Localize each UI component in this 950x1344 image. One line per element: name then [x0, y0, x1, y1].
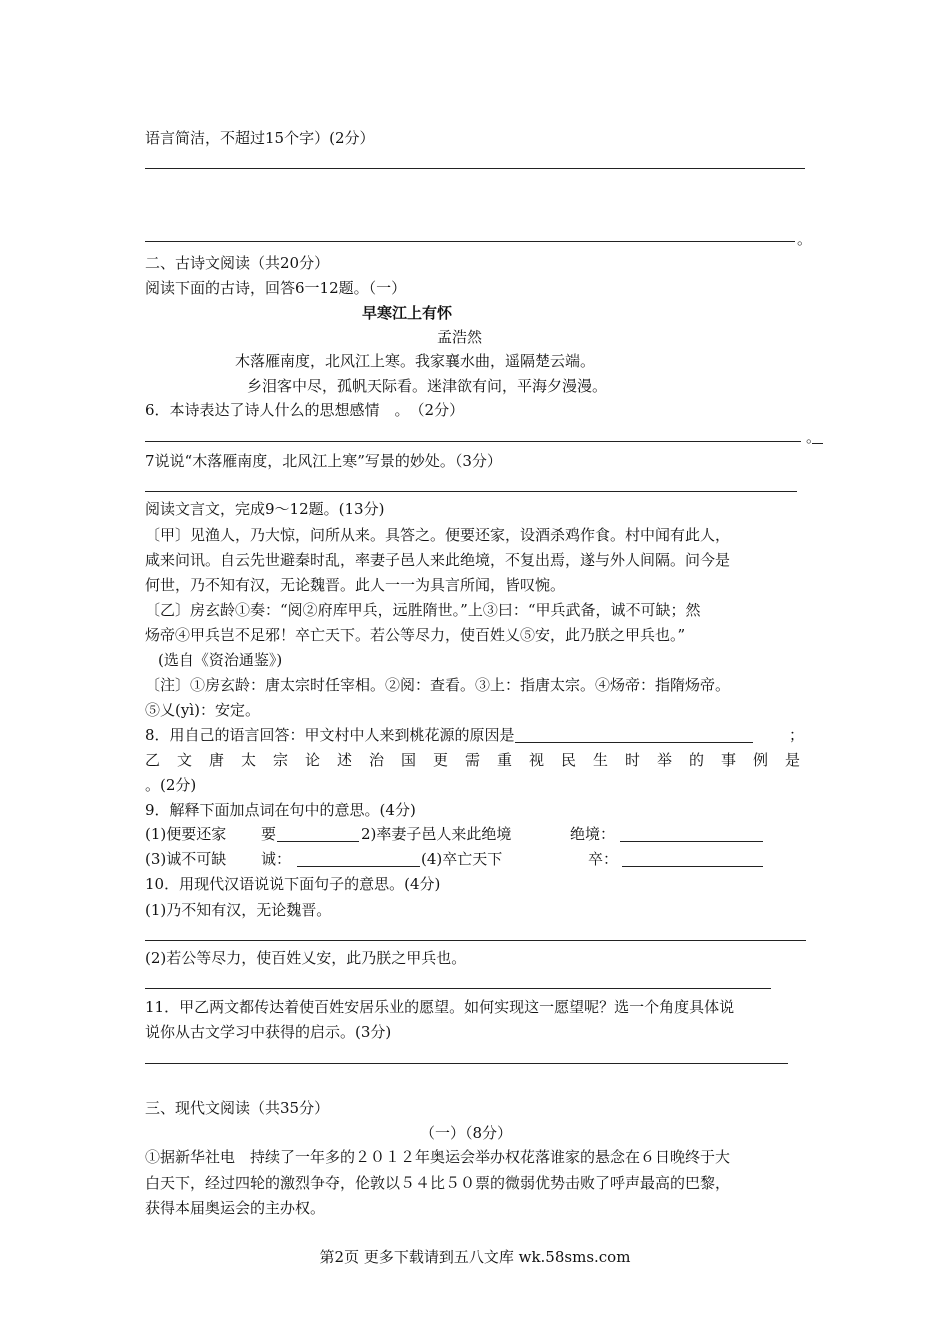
section-heading: 三、现代文阅读（共35分）: [145, 1099, 330, 1117]
poem-title: 早寒江上有怀: [362, 304, 453, 322]
fill-blank[interactable]: [620, 826, 763, 842]
q9-item: (1)便要还家: [145, 825, 227, 843]
q9-item: (4)卒亡天下: [421, 850, 503, 868]
passage-line: 白天下，经过四轮的激烈争夺，伦敦以５４比５０票的微弱优势击败了呼声最高的巴黎，: [145, 1174, 731, 1192]
annotation-line: ⑤乂(yì)：安定。: [145, 701, 260, 719]
poem-line: 乡泪客中尽，孤帆天际看。迷津欲有问，平海夕漫漫。: [247, 377, 608, 395]
answer-line: [812, 443, 823, 444]
answer-instruction: 语言简洁，不超过15个字）(2分）: [145, 129, 375, 147]
instruction-text: 阅读下面的古诗，回答6一12题。（一）: [145, 279, 407, 297]
question-6: 6．本诗表达了诗人什么的思想感情 。 （2分）: [145, 401, 465, 419]
question-8-line: 。(2分): [145, 776, 197, 794]
passage-yi-line: 炀帝④甲兵岂不足邪！卒亡天下。若公等尽力，使百姓乂⑤安，此乃朕之甲兵也。”: [145, 626, 686, 644]
answer-line: [145, 1063, 788, 1064]
answer-line: [145, 491, 797, 492]
passage-line: ①据新华社电 持续了一年多的２０１２年奥运会举办权花落谁家的悬念在６日晚终于大: [145, 1148, 731, 1166]
question-10: 10．用现代汉语说说下面句子的意思。(4分): [145, 875, 441, 893]
question-11: 11．甲乙两文都传达着使百姓安居乐业的愿望。如何实现这一愿望呢？选一个角度具体说: [145, 998, 735, 1016]
section-heading: 二、古诗文阅读（共20分）: [145, 254, 330, 272]
source-citation: (选自《资治通鉴》): [158, 651, 283, 669]
question-7: 7说说“木落雁南度，北风江上寒”写景的妙处。（3分）: [145, 452, 502, 470]
period-mark: 。: [806, 428, 822, 446]
fill-blank[interactable]: [622, 851, 763, 867]
passage-jia-line: 〔甲〕见渔人，乃大惊，问所从来。具答之。便要还家，设酒杀鸡作食。村中闻有此人，: [145, 526, 731, 544]
q10-item: (1)乃不知有汉，无论魏晋。: [145, 901, 332, 919]
answer-line: [145, 988, 771, 989]
fill-blank[interactable]: [515, 727, 753, 743]
passage-jia-line: 咸来问讯。自云先世避秦时乱，率妻子邑人来此绝境，不复出焉，遂与外人间隔。问今是: [145, 551, 731, 569]
question-8-line: 乙文唐太宗论述治国更需重视民生时举的事例是: [145, 751, 806, 769]
q9-item: (3)诚不可缺: [145, 850, 227, 868]
fill-blank[interactable]: [297, 851, 420, 867]
page-footer: 第2页 更多下载请到五八文库 wk.58sms.com: [319, 1248, 631, 1266]
period-mark: 。: [797, 230, 813, 248]
q10-item: (2)若公等尽力，使百姓乂安，此乃朕之甲兵也。: [145, 949, 467, 967]
q9-item-word: 要: [261, 825, 277, 843]
passage-jia-line: 何世，乃不知有汉，无论魏晋。此人一一为具言所闻，皆叹惋。: [145, 576, 566, 594]
q9-item-word: 诚：: [261, 850, 292, 868]
instruction-text: 阅读文言文，完成9～12题。(13分): [145, 500, 385, 518]
answer-line: [145, 241, 795, 242]
poem-line: 木落雁南度，北风江上寒。我家襄水曲，遥隔楚云端。: [235, 352, 596, 370]
passage-yi-line: 〔乙〕房玄龄①奏：“阅②府库甲兵，远胜隋世。”上③曰：“甲兵武备，诚不可缺；然: [145, 601, 701, 619]
q9-item: 2)率妻子邑人来此绝境: [361, 825, 512, 843]
answer-line: [145, 940, 806, 941]
semicolon-mark: ；: [789, 726, 805, 744]
answer-line: [145, 168, 805, 169]
question-9: 9．解释下面加点词在句中的意思。(4分): [145, 801, 416, 819]
annotation-line: 〔注〕①房玄龄：唐太宗时任宰相。②阅：查看。③上：指唐太宗。④炀帝：指隋炀帝。: [145, 676, 731, 694]
fill-blank[interactable]: [277, 826, 359, 842]
poem-author: 孟浩然: [437, 328, 483, 346]
q9-item-word: 绝境：: [570, 825, 616, 843]
answer-line: [145, 441, 801, 442]
subsection-heading: （一）（8分）: [420, 1124, 513, 1142]
question-8: 8．用自己的语言回答：甲文村中人来到桃花源的原因是: [145, 724, 753, 746]
q9-item-word: 卒：: [588, 850, 619, 868]
passage-line: 获得本届奥运会的主办权。: [145, 1199, 326, 1217]
question-11-line: 说你从古文学习中获得的启示。(3分): [145, 1023, 392, 1041]
